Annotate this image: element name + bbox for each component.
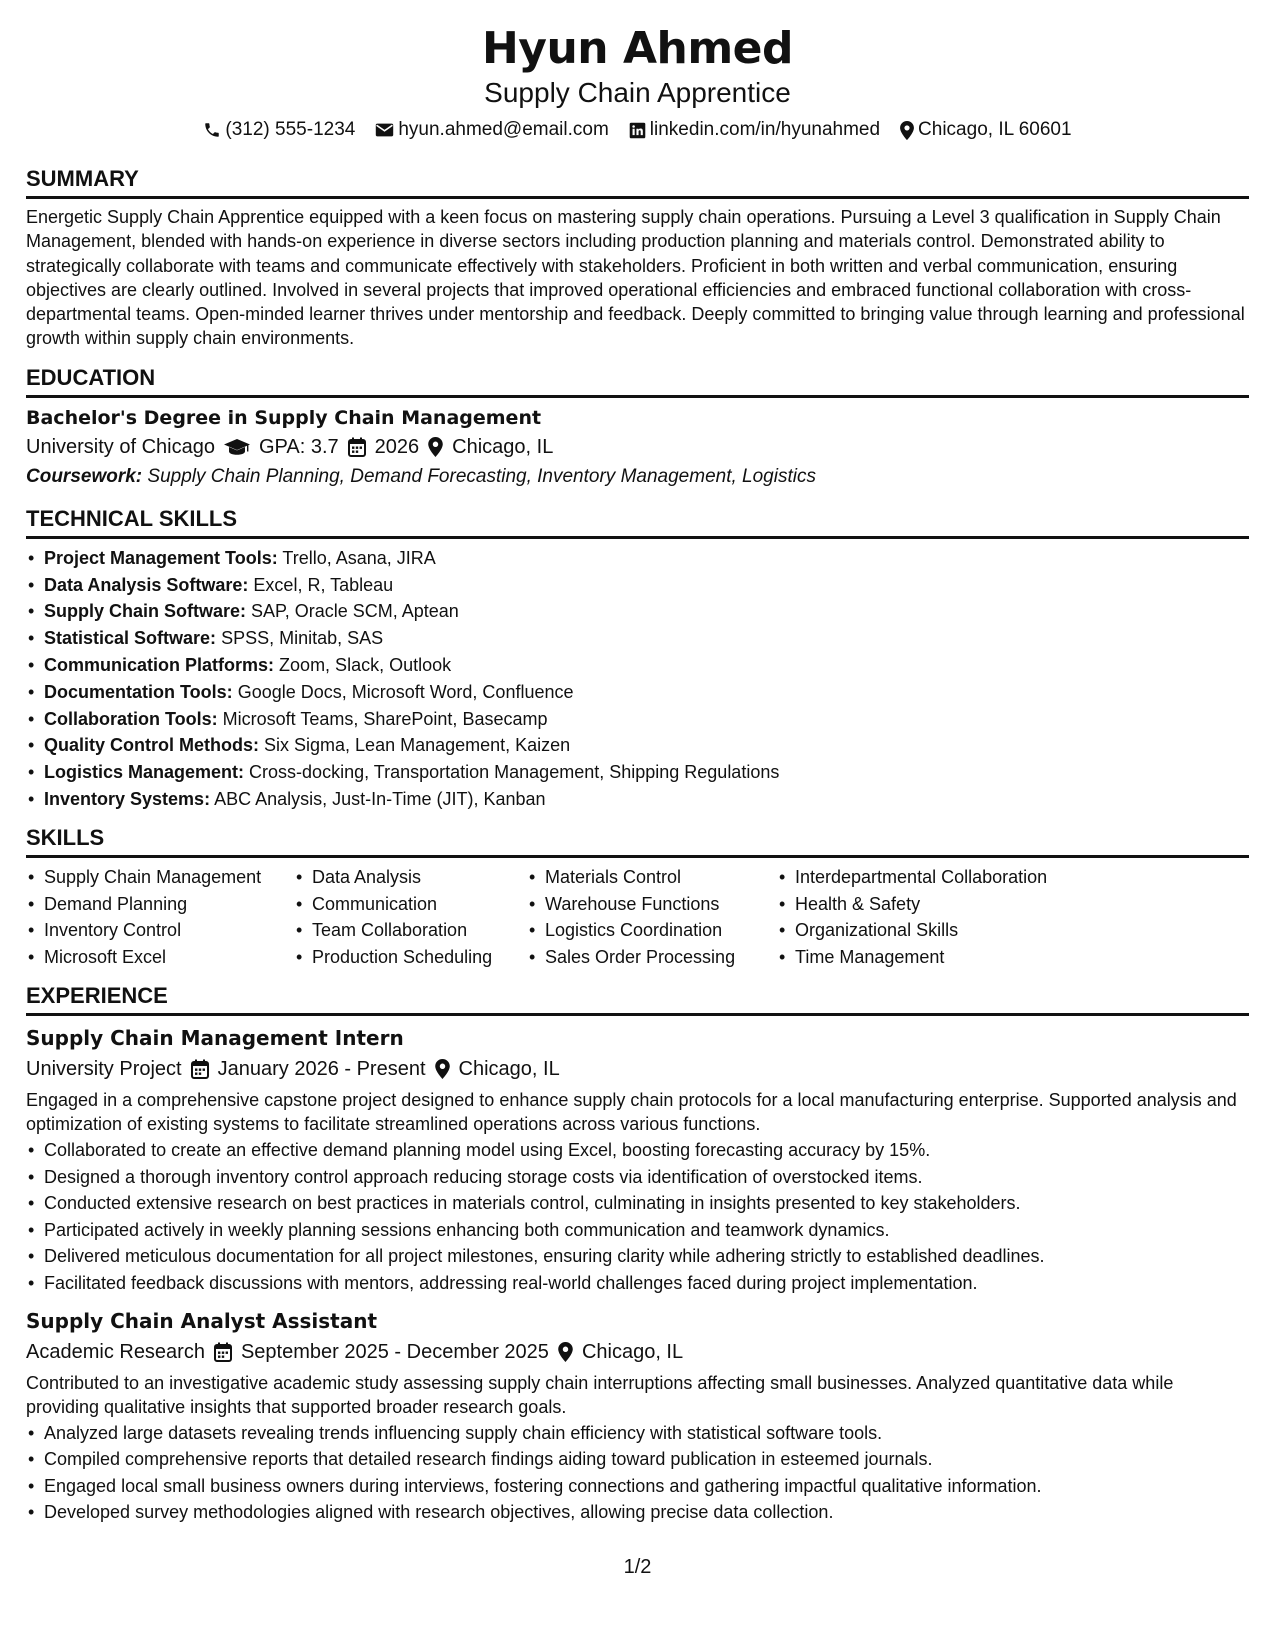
- list-item: • Engaged local small business owners during interviews, fostering connections and gathering impactful qualitative information.: [44, 1473, 1249, 1500]
- list-item: • Sales Order Processing: [545, 944, 777, 971]
- skills-section: [26, 825, 1249, 971]
- summary-text: Energetic Supply Chain Apprentice equipped with a keen focus on mastering supply chain operations. Pursuing a Level 3 qualification in Supply Chain Management, blended with hands-on experience in diverse sectors including production planning and materials control. Demonstrated ability to strategically collaborate with teams and communicate effectively with stakeholders. Proficient in both written and verbal communication, ensuring objectives are clearly outlined. Involved in several projects that improved operational efficiencies and embraced functional collaboration with cross-departmental teams. Open-minded learner thrives under mentorship and feedback. Deeply committed to bringing value through learning and professional growth within supply chain environments.: [26, 207, 1245, 349]
- location-pin-icon: [900, 121, 914, 140]
- contact-email[interactable]: [375, 118, 608, 142]
- location-text: Chicago, IL 60601: [918, 119, 1072, 140]
- contact-bar: [26, 118, 1249, 142]
- technical-skills-section: [26, 506, 1249, 813]
- list-item: • Warehouse Functions: [545, 891, 777, 918]
- job-organization: Academic Research: [26, 1340, 205, 1363]
- list-item: • Interdepartmental Collaboration: [795, 864, 1075, 891]
- list-item: • Logistics Coordination: [545, 917, 777, 944]
- graduation-year: 2026: [374, 435, 420, 458]
- list-item: [44, 625, 1249, 652]
- job-organization: University Project: [26, 1057, 182, 1080]
- list-item: • Compiled comprehensive reports that detailed research findings aiding toward publication in esteemed journals.: [44, 1446, 1249, 1473]
- job-description: Engaged in a comprehensive capstone project designed to enhance supply chain protocols for a local manufacturing enterprise. Supported analysis and optimization of existing systems to facilitate streamlined operations across various functions.: [26, 1089, 1237, 1135]
- skill-label: Communication Platforms:: [44, 654, 275, 675]
- education-location: Chicago, IL: [452, 435, 554, 458]
- list-item: [44, 786, 1249, 813]
- calendar-icon: [191, 1059, 209, 1079]
- skill-label: Logistics Management:: [44, 762, 245, 783]
- skill-value: Trello, Asana, JIRA: [282, 547, 436, 568]
- list-item: • Communication: [312, 891, 527, 918]
- list-item: • Production Scheduling: [312, 944, 527, 971]
- list-item: • Collaborated to create an effective demand planning model using Excel, boosting forecasting accuracy by 15%.: [44, 1137, 1249, 1164]
- location-pin-icon: [558, 1342, 573, 1362]
- skills-heading: SKILLS: [26, 825, 1249, 858]
- skill-value: Cross-docking, Transportation Management, Shipping Regulations: [249, 762, 780, 783]
- skill-label: Documentation Tools:: [44, 681, 233, 702]
- technical-skills-list: [26, 545, 1249, 813]
- list-item: • Microsoft Excel: [44, 944, 294, 971]
- list-item: [44, 652, 1249, 679]
- job-bullets: [26, 1137, 1249, 1297]
- job-dates: January 2026 - Present: [217, 1057, 426, 1080]
- summary-heading: SUMMARY: [26, 166, 1249, 199]
- skill-value: SAP, Oracle SCM, Aptean: [251, 601, 459, 622]
- skill-value: Microsoft Teams, SharePoint, Basecamp: [222, 708, 548, 729]
- skill-value: Six Sigma, Lean Management, Kaizen: [264, 735, 571, 756]
- education-section: [26, 365, 1249, 492]
- skill-label: Data Analysis Software:: [44, 574, 249, 595]
- candidate-name: Hyun Ahmed: [481, 23, 794, 74]
- list-item: • Delivered meticulous documentation for all project milestones, ensuring clarity while adhering strictly to established deadlines.: [44, 1243, 1249, 1270]
- education-heading: EDUCATION: [26, 365, 1249, 398]
- list-item: • Demand Planning: [44, 891, 294, 918]
- list-item: • Designed a thorough inventory control approach reducing storage costs via identification of overstocked items.: [44, 1164, 1249, 1191]
- list-item: • Developed survey methodologies aligned with research objectives, allowing precise data collection.: [44, 1499, 1249, 1526]
- skill-label: Statistical Software:: [44, 628, 217, 649]
- experience-entry: [26, 1022, 1249, 1297]
- skill-value: Zoom, Slack, Outlook: [279, 654, 452, 675]
- linkedin-text: linkedin.com/in/hyunahmed: [649, 119, 881, 140]
- degree-title: Bachelor's Degree in Supply Chain Management: [26, 406, 542, 429]
- list-item: • Time Management: [795, 944, 1075, 971]
- education-meta: [26, 432, 1249, 462]
- graduation-cap-icon: [224, 438, 250, 456]
- list-item: [44, 679, 1249, 706]
- skill-label: Collaboration Tools:: [44, 708, 218, 729]
- list-item: • Inventory Control: [44, 917, 294, 944]
- job-meta: [26, 1337, 1249, 1367]
- list-item: [44, 706, 1249, 733]
- list-item: • Team Collaboration: [312, 917, 527, 944]
- experience-section: [26, 983, 1249, 1526]
- list-item: [44, 598, 1249, 625]
- skill-value: Google Docs, Microsoft Word, Confluence: [237, 681, 574, 702]
- phone-icon: [203, 121, 221, 139]
- candidate-title: Supply Chain Apprentice: [484, 77, 791, 108]
- skill-label: Project Management Tools:: [44, 547, 278, 568]
- location-pin-icon: [428, 437, 443, 457]
- skill-label: Inventory Systems:: [44, 788, 211, 809]
- location-pin-icon: [435, 1059, 450, 1079]
- school-name: University of Chicago: [26, 435, 215, 458]
- experience-heading: EXPERIENCE: [26, 983, 1249, 1016]
- job-location: Chicago, IL: [581, 1340, 684, 1363]
- coursework-label: Coursework:: [26, 465, 143, 487]
- coursework-list: Supply Chain Planning, Demand Forecasting, Inventory Management, Logistics: [147, 465, 816, 487]
- skill-value: SPSS, Minitab, SAS: [221, 628, 384, 649]
- email-text: hyun.ahmed@email.com: [398, 119, 609, 140]
- summary-section: [26, 166, 1249, 351]
- experience-entry: [26, 1305, 1249, 1526]
- job-title: Supply Chain Analyst Assistant: [26, 1308, 378, 1333]
- job-dates: September 2025 - December 2025: [240, 1340, 549, 1363]
- skill-label: Supply Chain Software:: [44, 601, 247, 622]
- list-item: • Analyzed large datasets revealing trends influencing supply chain efficiency with statistical software tools.: [44, 1420, 1249, 1447]
- contact-location: [900, 118, 1072, 142]
- skills-column: [527, 864, 777, 971]
- envelope-icon: [375, 122, 394, 138]
- list-item: • Conducted extensive research on best practices in materials control, culminating in insights presented to key stakeholders.: [44, 1190, 1249, 1217]
- coursework-line: [26, 462, 1249, 492]
- phone-text: (312) 555-1234: [225, 119, 356, 140]
- linkedin-icon: [629, 122, 646, 139]
- list-item: [44, 545, 1249, 572]
- list-item: • Organizational Skills: [795, 917, 1075, 944]
- list-item: [44, 759, 1249, 786]
- contact-linkedin[interactable]: [629, 118, 880, 142]
- job-title: Supply Chain Management Intern: [26, 1025, 404, 1050]
- skills-column: [777, 864, 1075, 971]
- skills-column: [26, 864, 294, 971]
- skill-value: Excel, R, Tableau: [253, 574, 394, 595]
- technical-skills-heading: TECHNICAL SKILLS: [26, 506, 1249, 539]
- page-number: 1/2: [623, 1556, 652, 1578]
- list-item: [44, 732, 1249, 759]
- skills-grid: [26, 864, 1249, 971]
- job-description: Contributed to an investigative academic study assessing supply chain interruptions affecting small businesses. Analyzed quantitative data while providing qualitative insights that supported broader research goals.: [26, 1372, 1174, 1417]
- job-bullets: [26, 1420, 1249, 1526]
- calendar-icon: [214, 1342, 232, 1362]
- list-item: • Materials Control: [545, 864, 777, 891]
- job-location: Chicago, IL: [458, 1057, 560, 1080]
- skills-column: [294, 864, 527, 971]
- job-meta: [26, 1054, 1249, 1084]
- list-item: [44, 572, 1249, 599]
- calendar-icon: [348, 437, 366, 457]
- gpa-text: GPA: 3.7: [258, 435, 339, 458]
- contact-phone[interactable]: [203, 118, 355, 142]
- list-item: • Health & Safety: [795, 891, 1075, 918]
- skill-value: ABC Analysis, Just-In-Time (JIT), Kanban: [214, 788, 546, 809]
- list-item: • Facilitated feedback discussions with mentors, addressing real-world challenges faced during project implementation.: [44, 1270, 1249, 1297]
- skill-label: Quality Control Methods:: [44, 735, 259, 756]
- list-item: • Supply Chain Management: [44, 864, 294, 891]
- list-item: • Participated actively in weekly planning sessions enhancing both communication and teamwork dynamics.: [44, 1217, 1249, 1244]
- resume-header: [26, 0, 1249, 142]
- list-item: • Data Analysis: [312, 864, 527, 891]
